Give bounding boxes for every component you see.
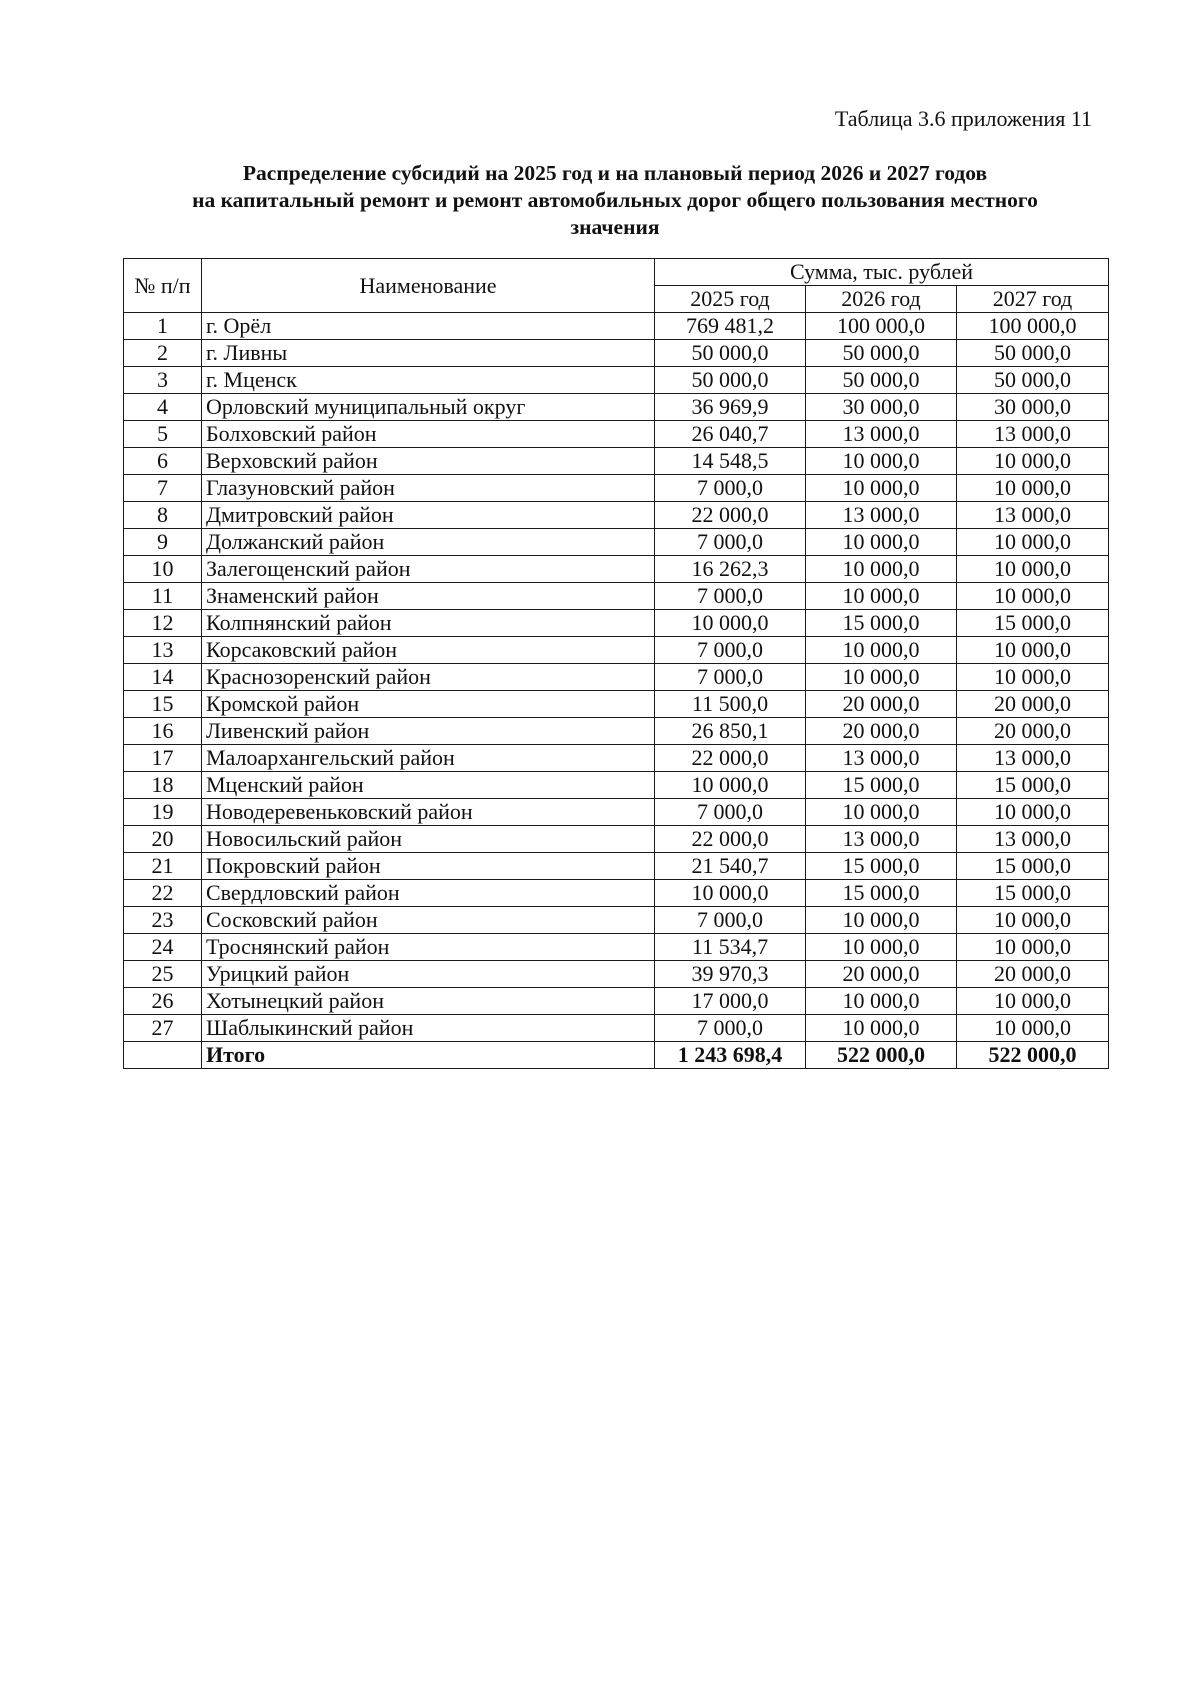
table-row bbox=[124, 826, 1109, 853]
row-value-2026: 10 000,0 bbox=[806, 529, 957, 556]
row-name: Верховский район bbox=[202, 448, 655, 475]
row-value-2025: 26 850,1 bbox=[655, 718, 806, 745]
row-number: 11 bbox=[124, 583, 202, 610]
row-name: Болховский район bbox=[202, 421, 655, 448]
row-number: 1 bbox=[124, 313, 202, 340]
row-value-2027: 15 000,0 bbox=[957, 880, 1109, 907]
table-row bbox=[124, 853, 1109, 880]
row-name: Орловский муниципальный округ bbox=[202, 394, 655, 421]
table-row bbox=[124, 637, 1109, 664]
row-value-2026: 10 000,0 bbox=[806, 1015, 957, 1042]
row-name: Новодеревеньковский район bbox=[202, 799, 655, 826]
table-row bbox=[124, 988, 1109, 1015]
row-number: 27 bbox=[124, 1015, 202, 1042]
row-value-2025: 22 000,0 bbox=[655, 502, 806, 529]
table-row bbox=[124, 529, 1109, 556]
row-value-2026: 50 000,0 bbox=[806, 367, 957, 394]
row-number: 14 bbox=[124, 664, 202, 691]
row-value-2025: 50 000,0 bbox=[655, 367, 806, 394]
row-value-2026: 50 000,0 bbox=[806, 340, 957, 367]
row-name: Ливенский район bbox=[202, 718, 655, 745]
row-name: Хотынецкий район bbox=[202, 988, 655, 1015]
row-value-2025: 14 548,5 bbox=[655, 448, 806, 475]
row-value-2027: 30 000,0 bbox=[957, 394, 1109, 421]
row-value-2026: 20 000,0 bbox=[806, 961, 957, 988]
row-value-2026: 10 000,0 bbox=[806, 988, 957, 1015]
appendix-note: Таблица 3.6 приложения 11 bbox=[834, 106, 1092, 131]
row-name: Краснозоренский район bbox=[202, 664, 655, 691]
row-value-2026: 15 000,0 bbox=[806, 772, 957, 799]
title-line: значения bbox=[570, 215, 660, 239]
row-value-2027: 10 000,0 bbox=[957, 475, 1109, 502]
table-row bbox=[124, 475, 1109, 502]
row-number: 7 bbox=[124, 475, 202, 502]
row-value-2027: 10 000,0 bbox=[957, 934, 1109, 961]
row-value-2026: 10 000,0 bbox=[806, 637, 957, 664]
row-value-2025: 50 000,0 bbox=[655, 340, 806, 367]
row-value-2027: 15 000,0 bbox=[957, 853, 1109, 880]
row-value-2025: 10 000,0 bbox=[655, 610, 806, 637]
row-value-2026: 20 000,0 bbox=[806, 718, 957, 745]
row-value-2025: 11 534,7 bbox=[655, 934, 806, 961]
table-body bbox=[124, 313, 1109, 1069]
table-row bbox=[124, 1015, 1109, 1042]
row-number: 24 bbox=[124, 934, 202, 961]
row-value-2026: 20 000,0 bbox=[806, 691, 957, 718]
row-name: Покровский район bbox=[202, 853, 655, 880]
row-number: 9 bbox=[124, 529, 202, 556]
row-name: Корсаковский район bbox=[202, 637, 655, 664]
row-value-2026: 15 000,0 bbox=[806, 853, 957, 880]
table-row bbox=[124, 556, 1109, 583]
row-value-2027: 10 000,0 bbox=[957, 556, 1109, 583]
row-value-2026: 15 000,0 bbox=[806, 610, 957, 637]
row-value-2027: 13 000,0 bbox=[957, 745, 1109, 772]
row-value-2027: 13 000,0 bbox=[957, 826, 1109, 853]
row-value-2027: 10 000,0 bbox=[957, 988, 1109, 1015]
row-number: 21 bbox=[124, 853, 202, 880]
header-number: № п/п bbox=[124, 259, 202, 313]
row-name: г. Мценск bbox=[202, 367, 655, 394]
table-row bbox=[124, 664, 1109, 691]
row-name: Дмитровский район bbox=[202, 502, 655, 529]
table-row bbox=[124, 934, 1109, 961]
row-name: Залегощенский район bbox=[202, 556, 655, 583]
row-number: 2 bbox=[124, 340, 202, 367]
row-value-2027: 50 000,0 bbox=[957, 367, 1109, 394]
row-value-2025: 10 000,0 bbox=[655, 880, 806, 907]
row-value-2026: 13 000,0 bbox=[806, 421, 957, 448]
row-value-2027: 50 000,0 bbox=[957, 340, 1109, 367]
row-value-2027: 15 000,0 bbox=[957, 610, 1109, 637]
row-number: 10 bbox=[124, 556, 202, 583]
row-value-2025: 7 000,0 bbox=[655, 475, 806, 502]
table-row bbox=[124, 610, 1109, 637]
row-value-2027: 10 000,0 bbox=[957, 664, 1109, 691]
row-number: 25 bbox=[124, 961, 202, 988]
row-number: 12 bbox=[124, 610, 202, 637]
row-value-2027: 20 000,0 bbox=[957, 718, 1109, 745]
table-row bbox=[124, 367, 1109, 394]
header-row bbox=[124, 259, 1109, 286]
row-number: 8 bbox=[124, 502, 202, 529]
row-value-2026: 10 000,0 bbox=[806, 475, 957, 502]
row-value-2027: 15 000,0 bbox=[957, 772, 1109, 799]
table-row bbox=[124, 880, 1109, 907]
header-year-2026: 2026 год bbox=[806, 286, 957, 313]
table-row bbox=[124, 394, 1109, 421]
total-row bbox=[124, 1042, 1109, 1069]
row-name: Кромской район bbox=[202, 691, 655, 718]
total-value-2026: 522 000,0 bbox=[806, 1042, 957, 1069]
row-value-2025: 769 481,2 bbox=[655, 313, 806, 340]
row-name: г. Орёл bbox=[202, 313, 655, 340]
row-value-2026: 10 000,0 bbox=[806, 556, 957, 583]
row-number: 23 bbox=[124, 907, 202, 934]
subsidy-table bbox=[123, 258, 1109, 1069]
row-value-2025: 21 540,7 bbox=[655, 853, 806, 880]
row-value-2027: 10 000,0 bbox=[957, 1015, 1109, 1042]
row-value-2027: 10 000,0 bbox=[957, 799, 1109, 826]
row-value-2027: 20 000,0 bbox=[957, 691, 1109, 718]
table-row bbox=[124, 583, 1109, 610]
row-name: Троснянский район bbox=[202, 934, 655, 961]
row-value-2026: 13 000,0 bbox=[806, 826, 957, 853]
total-number bbox=[124, 1042, 202, 1069]
row-number: 3 bbox=[124, 367, 202, 394]
row-name: Должанский район bbox=[202, 529, 655, 556]
row-value-2025: 7 000,0 bbox=[655, 529, 806, 556]
row-value-2025: 7 000,0 bbox=[655, 583, 806, 610]
row-name: Мценский район bbox=[202, 772, 655, 799]
table-row bbox=[124, 745, 1109, 772]
row-value-2026: 15 000,0 bbox=[806, 880, 957, 907]
title-line: Распределение субсидий на 2025 год и на плановый период 2026 и 2027 годов bbox=[242, 161, 988, 185]
row-value-2025: 39 970,3 bbox=[655, 961, 806, 988]
table-row bbox=[124, 448, 1109, 475]
row-value-2025: 22 000,0 bbox=[655, 826, 806, 853]
table-row bbox=[124, 313, 1109, 340]
row-value-2025: 11 500,0 bbox=[655, 691, 806, 718]
row-value-2026: 30 000,0 bbox=[806, 394, 957, 421]
total-value-2027: 522 000,0 bbox=[957, 1042, 1109, 1069]
header-year-2027: 2027 год bbox=[957, 286, 1109, 313]
row-number: 16 bbox=[124, 718, 202, 745]
row-value-2026: 13 000,0 bbox=[806, 745, 957, 772]
row-name: Шаблыкинский район bbox=[202, 1015, 655, 1042]
row-name: Малоархангельский район bbox=[202, 745, 655, 772]
row-value-2026: 100 000,0 bbox=[806, 313, 957, 340]
row-value-2025: 17 000,0 bbox=[655, 988, 806, 1015]
header-sum: Сумма, тыс. рублей bbox=[655, 259, 1109, 286]
total-value-2025: 1 243 698,4 bbox=[655, 1042, 806, 1069]
table-row bbox=[124, 421, 1109, 448]
row-name: Глазуновский район bbox=[202, 475, 655, 502]
row-value-2027: 10 000,0 bbox=[957, 583, 1109, 610]
row-number: 19 bbox=[124, 799, 202, 826]
row-number: 13 bbox=[124, 637, 202, 664]
row-value-2026: 10 000,0 bbox=[806, 583, 957, 610]
row-name: Знаменский район bbox=[202, 583, 655, 610]
table-row bbox=[124, 772, 1109, 799]
row-name: Колпнянский район bbox=[202, 610, 655, 637]
row-value-2027: 10 000,0 bbox=[957, 448, 1109, 475]
row-value-2027: 20 000,0 bbox=[957, 961, 1109, 988]
row-value-2025: 36 969,9 bbox=[655, 394, 806, 421]
row-value-2027: 10 000,0 bbox=[957, 907, 1109, 934]
table-row bbox=[124, 340, 1109, 367]
table-row bbox=[124, 718, 1109, 745]
row-number: 5 bbox=[124, 421, 202, 448]
row-value-2027: 13 000,0 bbox=[957, 421, 1109, 448]
row-number: 22 bbox=[124, 880, 202, 907]
row-value-2026: 10 000,0 bbox=[806, 664, 957, 691]
row-value-2026: 10 000,0 bbox=[806, 907, 957, 934]
row-value-2026: 10 000,0 bbox=[806, 934, 957, 961]
row-number: 26 bbox=[124, 988, 202, 1015]
title-line: на капитальный ремонт и ремонт автомобильных дорог общего пользования местного bbox=[192, 188, 1038, 212]
header-year-2025: 2025 год bbox=[655, 286, 806, 313]
row-number: 17 bbox=[124, 745, 202, 772]
row-value-2025: 7 000,0 bbox=[655, 907, 806, 934]
row-value-2027: 100 000,0 bbox=[957, 313, 1109, 340]
row-number: 6 bbox=[124, 448, 202, 475]
row-number: 15 bbox=[124, 691, 202, 718]
row-value-2025: 7 000,0 bbox=[655, 664, 806, 691]
row-name: Сосковский район bbox=[202, 907, 655, 934]
row-value-2025: 22 000,0 bbox=[655, 745, 806, 772]
row-value-2026: 10 000,0 bbox=[806, 448, 957, 475]
table-row bbox=[124, 907, 1109, 934]
row-value-2027: 13 000,0 bbox=[957, 502, 1109, 529]
row-value-2025: 7 000,0 bbox=[655, 799, 806, 826]
row-number: 20 bbox=[124, 826, 202, 853]
table-row bbox=[124, 691, 1109, 718]
row-value-2025: 10 000,0 bbox=[655, 772, 806, 799]
document-title bbox=[120, 160, 1110, 241]
total-name: Итого bbox=[202, 1042, 655, 1069]
row-number: 4 bbox=[124, 394, 202, 421]
table-row bbox=[124, 502, 1109, 529]
row-value-2026: 10 000,0 bbox=[806, 799, 957, 826]
row-number: 18 bbox=[124, 772, 202, 799]
row-value-2025: 7 000,0 bbox=[655, 1015, 806, 1042]
row-name: Новосильский район bbox=[202, 826, 655, 853]
row-value-2025: 7 000,0 bbox=[655, 637, 806, 664]
header-name: Наименование bbox=[202, 259, 655, 313]
row-value-2026: 13 000,0 bbox=[806, 502, 957, 529]
row-name: Свердловский район bbox=[202, 880, 655, 907]
row-name: г. Ливны bbox=[202, 340, 655, 367]
table-row bbox=[124, 961, 1109, 988]
row-value-2027: 10 000,0 bbox=[957, 529, 1109, 556]
table-row bbox=[124, 799, 1109, 826]
row-value-2025: 26 040,7 bbox=[655, 421, 806, 448]
row-name: Урицкий район bbox=[202, 961, 655, 988]
row-value-2025: 16 262,3 bbox=[655, 556, 806, 583]
row-value-2027: 10 000,0 bbox=[957, 637, 1109, 664]
